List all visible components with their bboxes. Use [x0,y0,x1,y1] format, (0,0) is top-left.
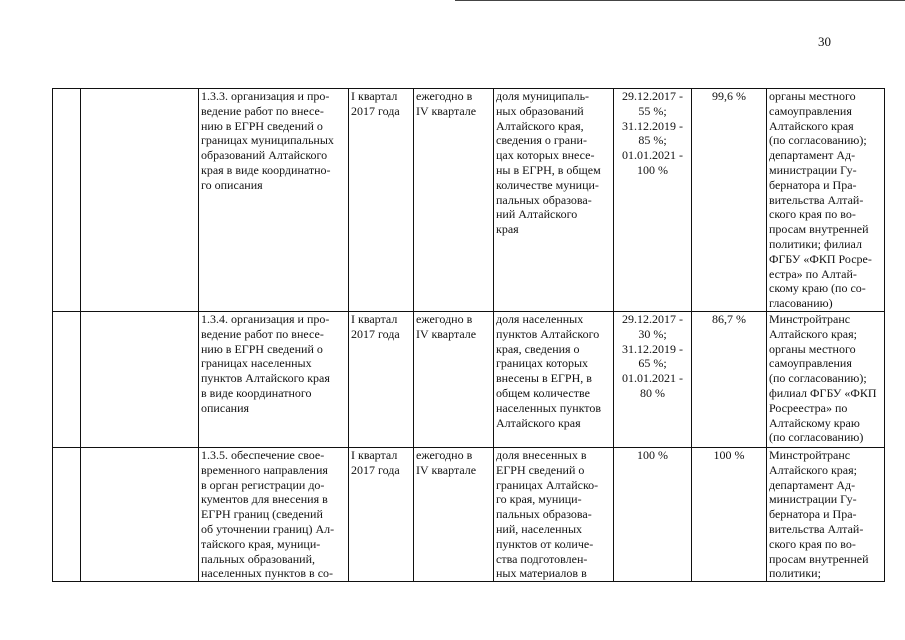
indicator-cell: доля населенных пунктов Алтайского края, сведения о границах которых внесены в ЕГРН, в общем количестве населенных пунктов Алтайского края [494,311,614,447]
measure-cell: 1.3.3. организация и про- ведение работ по внесе- нию в ЕГРН сведений о границах муниципальных образований Алтайского края в виде координатно- го описания [199,89,349,312]
executors-cell: органы местного самоуправления Алтайского края (по согласованию); департамент Ад- министрации Гу- бернатора и Пра- вительства Алтай- ского края по во- просам внутренней политики; филиал ФГБУ «ФКП Росре- естра» по Алтай- скому краю (по со- гласованию) [767,89,885,312]
period-cell: I квартал 2017 года [349,311,414,447]
empty-column-b [81,447,199,581]
empty-column-a [53,447,81,581]
empty-column-b [81,89,199,312]
empty-column-b [81,311,199,447]
target-cell: 29.12.2017 - 55 %; 31.12.2019 - 85 %; 01.01.2021 - 100 % [614,89,692,312]
table-row [53,311,885,447]
period-cell: I квартал 2017 года [349,89,414,312]
actual-cell: 99,6 % [692,89,767,312]
target-cell: 100 % [614,447,692,581]
empty-column-a [53,311,81,447]
table-row [53,89,885,312]
period-cell: I квартал 2017 года [349,447,414,581]
measure-cell: 1.3.5. обеспечение свое- временного направления в орган регистрации до- кументов для внесения в ЕГРН границ (сведений об уточнении границ) Ал- тайского края, муници- пальных образований, населенных пунктов в со- [199,447,349,581]
page-number: 30 [818,34,831,49]
actual-cell: 100 % [692,447,767,581]
frequency-cell: ежегодно в IV квартале [414,447,494,581]
empty-column-a [53,89,81,312]
indicator-cell: доля внесенных в ЕГРН сведений о границах Алтайско- го края, муници- пальных образова- ний, населенных пунктов от количе- ства подготовлен- ных материалов в [494,447,614,581]
indicator-cell: доля муниципаль- ных образований Алтайского края, сведения о грани- цах которых внесе- ны в ЕГРН, в общем количестве муници- пальных образова- ний Алтайского края [494,89,614,312]
actual-cell: 86,7 % [692,311,767,447]
measure-cell: 1.3.4. организация и про- ведение работ по внесе- нию в ЕГРН сведений о границах населенных пунктов Алтайского края в виде координатного описания [199,311,349,447]
table-row [53,447,885,581]
frequency-cell: ежегодно в IV квартале [414,311,494,447]
target-cell: 29.12.2017 - 30 %; 31.12.2019 - 65 %; 01.01.2021 - 80 % [614,311,692,447]
executors-cell: Минстройтранс Алтайского края; органы местного самоуправления (по согласованию); филиал ФГБУ «ФКП Росреестра» по Алтайскому краю (по согласованию) [767,311,885,447]
executors-cell: Минстройтранс Алтайского края; департамент Ад- министрации Гу- бернатора и Пра- вительства Алтай- ского края по во- просам внутренней политики; [767,447,885,581]
scan-edge-line [455,0,905,1]
measures-table [52,88,885,582]
frequency-cell: ежегодно в IV квартале [414,89,494,312]
